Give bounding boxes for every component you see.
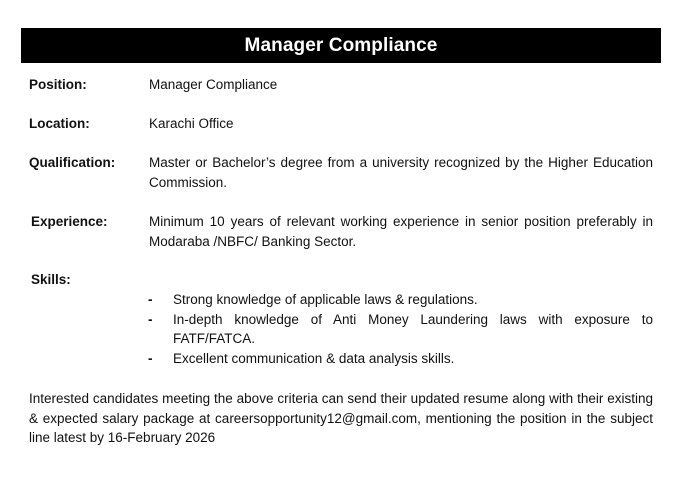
skills-label: Skills: [31, 272, 71, 287]
page-title: Manager Compliance [244, 34, 438, 56]
skill-item [148, 310, 653, 349]
application-instructions: Interested candidates meeting the above criteria can send their updated resume along with their existing & expected salary package at careersopportunity12@gmail.com, mentioning the position in the subject line latest by 16-February 2026 [29, 391, 653, 445]
field-label: Location: [29, 116, 90, 131]
field-value: Minimum 10 years of relevant working experience in senior position preferably in Modaraba /NBFC/ Banking Sector. [149, 214, 653, 249]
bullet-dash: - [148, 350, 153, 366]
skill-text: Strong knowledge of applicable laws & regulations. [173, 292, 478, 307]
bullet-dash: - [148, 292, 153, 307]
skill-item [148, 290, 653, 310]
skill-text: In-depth knowledge of Anti Money Laundering laws with exposure to FATF/FATCA. [173, 311, 653, 346]
title-banner [21, 28, 661, 63]
field-label: Qualification: [29, 155, 116, 170]
skill-item [148, 349, 653, 369]
field-label: Position: [29, 77, 87, 92]
field-value: Manager Compliance [149, 77, 278, 92]
field-label: Experience: [31, 214, 108, 229]
skill-text: Excellent communication & data analysis skills. [173, 350, 455, 366]
field-value: Master or Bachelor’s degree from a university recognized by the Higher Education Commission. [149, 155, 653, 190]
skills-list [148, 290, 653, 368]
field-value: Karachi Office [149, 116, 234, 131]
bullet-dash: - [148, 311, 153, 327]
